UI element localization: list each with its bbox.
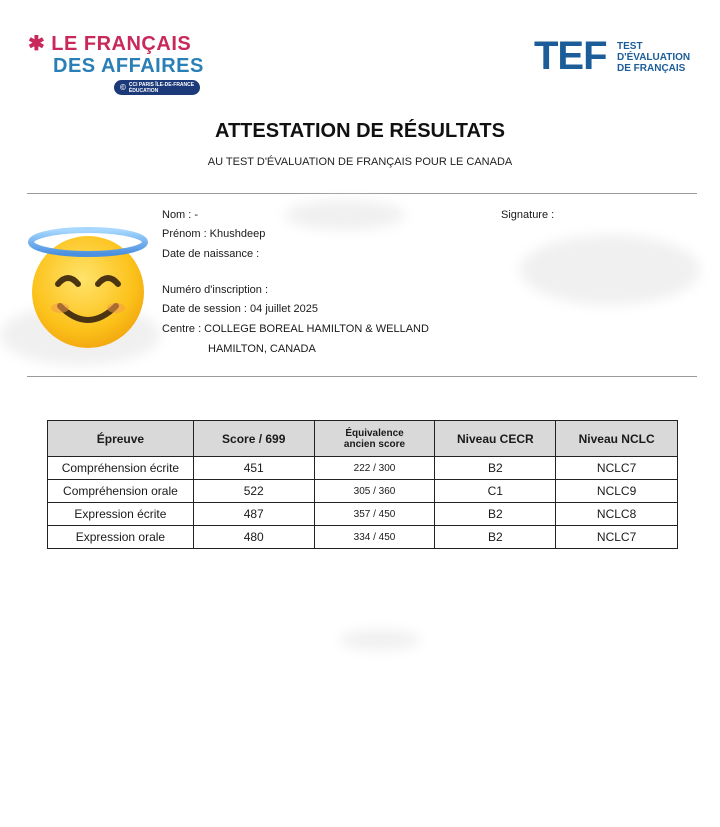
divider-bottom	[27, 376, 697, 377]
field-numero-inscription: Numéro d'inscription :	[162, 284, 269, 296]
cell-equivalence: 305 / 360	[314, 480, 435, 503]
field-date-session: Date de session : 04 juillet 2025	[162, 303, 318, 315]
cell-equivalence: 357 / 450	[314, 503, 435, 526]
cell-cecr: B2	[435, 503, 556, 526]
logo-line-1: LE FRANÇAIS	[51, 33, 192, 55]
table-header-row	[48, 421, 678, 457]
logo-line-2: DES AFFAIRES	[53, 55, 204, 77]
field-date-naissance: Date de naissance :	[162, 248, 260, 260]
field-signature: Signature :	[501, 209, 555, 221]
cell-score: 480	[193, 526, 314, 549]
cell-cecr: B2	[435, 457, 556, 480]
document-subtitle: AU TEST D'ÉVALUATION DE FRANÇAIS POUR LE CANADA	[207, 156, 513, 168]
field-centre-city: HAMILTON, CANADA	[208, 343, 316, 355]
cell-nclc: NCLC9	[556, 480, 678, 503]
document-title: ATTESTATION DE RÉSULTATS	[215, 120, 505, 142]
header-nclc: Niveau NCLC	[556, 421, 678, 457]
redaction-smudge	[340, 630, 420, 650]
results-table	[47, 420, 678, 549]
header-score: Score / 699	[193, 421, 314, 457]
cell-equivalence: 334 / 450	[314, 526, 435, 549]
tef-logo: TEF	[534, 34, 607, 78]
header-equivalence: Équivalence ancien score	[314, 421, 435, 457]
cell-epreuve: Compréhension écrite	[48, 457, 194, 480]
cci-badge-line-1: CCI PARIS ÎLE-DE-FRANCE	[128, 81, 195, 88]
smiling-face-with-halo-emoji-icon	[28, 226, 148, 351]
redaction-smudge	[285, 200, 405, 230]
cell-cecr: C1	[435, 480, 556, 503]
header-cecr: Niveau CECR	[435, 421, 556, 457]
tef-logo-subtitle: TEST D'ÉVALUATION DE FRANÇAIS	[617, 41, 691, 74]
cell-cecr: B2	[435, 526, 556, 549]
cell-equivalence: 222 / 300	[314, 457, 435, 480]
divider-top	[27, 193, 697, 194]
header-epreuve: Épreuve	[48, 421, 194, 457]
table-row	[48, 457, 678, 480]
cell-score: 522	[193, 480, 314, 503]
cell-nclc: NCLC8	[556, 503, 678, 526]
cell-nclc: NCLC7	[556, 526, 678, 549]
field-prenom: Prénom : Khushdeep	[162, 228, 266, 240]
table-row	[48, 480, 678, 503]
cell-score: 487	[193, 503, 314, 526]
le-francais-des-affaires-logo	[28, 33, 208, 77]
table-row	[48, 503, 678, 526]
cell-epreuve: Expression orale	[48, 526, 194, 549]
redaction-smudge	[520, 235, 700, 305]
cci-paris-badge	[114, 80, 200, 95]
cell-nclc: NCLC7	[556, 457, 678, 480]
field-centre: Centre : COLLEGE BOREAL HAMILTON & WELLAND	[162, 323, 429, 335]
asterisk-icon: ✱	[28, 33, 46, 55]
cell-epreuve: Compréhension orale	[48, 480, 194, 503]
cell-score: 451	[193, 457, 314, 480]
cci-badge-line-2: ÉDUCATION	[128, 87, 159, 94]
table-row	[48, 526, 678, 549]
cci-c-icon: ©	[120, 82, 126, 92]
field-nom: Nom : -	[162, 209, 199, 221]
cell-epreuve: Expression écrite	[48, 503, 194, 526]
